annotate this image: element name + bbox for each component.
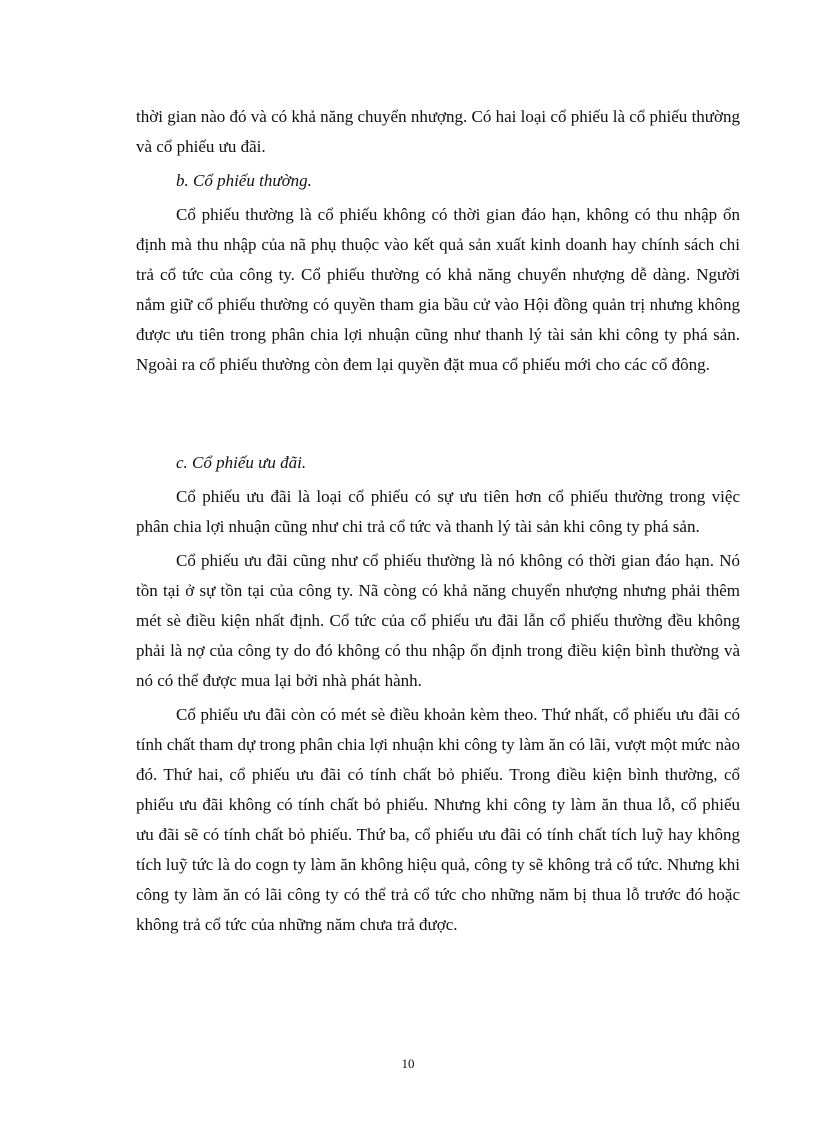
paragraph-continuation: thời gian nào đó và có khả năng chuyển nhượng. Có hai loại cổ phiếu là cổ phiếu thường và cổ phiếu ưu đãi. bbox=[136, 107, 740, 156]
paragraph-preferred-similarity: Cổ phiếu ưu đãi cũng như cổ phiếu thường là nó không có thời gian đáo hạn. Nó tồn tại ở sự tồn tại của công ty. Nã còng có khả năng chuyển nhượng nhưng phải thêm mét sè điều kiện nhất định. Cổ tức của cổ phiếu ưu đãi lẫn cổ phiếu thường đều không phải là nợ của công ty do đó không có thu nhập ổn định trong điều kiện bình thường và nó có thể được mua lại bởi nhà phát hành. bbox=[136, 551, 740, 690]
paragraph-preferred-clauses: Cổ phiếu ưu đãi còn có mét sè điều khoản kèm theo. Thứ nhất, cổ phiếu ưu đãi có tính chất tham dự trong phân chia lợi nhuận khi công ty làm ăn có lãi, vượt một mức nào đó. Thứ hai, cổ phiếu ưu đãi có tính chất bỏ phiếu. Trong điều kiện bình thường, cổ phiếu ưu đãi không có tính chất bỏ phiếu. Nhưng khi công ty làm ăn thua lỗ, cổ phiếu ưu đãi sẽ có tính chất bỏ phiếu. Thứ ba, cổ phiếu ưu đãi có tính chất tích luỹ hay không tích luỹ tức là do cogn ty làm ăn không hiệu quả, công ty sẽ không trả cổ tức. Nhưng khi công ty làm ăn có lãi công ty có thể trả cổ tức cho những năm bị thua lỗ trước đó hoặc không trả cổ tức của những năm chưa trả được. bbox=[136, 705, 740, 934]
page-number: 10 bbox=[401, 1056, 415, 1071]
page-content bbox=[136, 102, 740, 944]
section-spacer bbox=[136, 384, 740, 448]
section-heading-b: b. Cổ phiếu thường. bbox=[176, 171, 312, 190]
paragraph-common-stock: Cổ phiếu thường là cổ phiếu không có thời gian đáo hạn, không có thu nhập ổn định mà thu nhập của nã phụ thuộc vào kết quả sản xuất kinh doanh hay chính sách chi trả cổ tức của công ty. Cổ phiếu thường có khả năng chuyển nhượng dễ dàng. Người nắm giữ cổ phiếu thường có quyền tham gia bầu cử vào Hội đồng quản trị nhưng không được ưu tiên trong phân chia lợi nhuận cũng như thanh lý tài sản khi công ty phá sản. Ngoài ra cổ phiếu thường còn đem lại quyền đặt mua cổ phiếu mới cho các cổ đông. bbox=[136, 205, 740, 374]
section-heading-c: c. Cổ phiếu ưu đãi. bbox=[176, 453, 307, 472]
paragraph-preferred-definition: Cổ phiếu ưu đãi là loại cổ phiếu có sự ưu tiên hơn cổ phiếu thường trong việc phân chia lợi nhuận cũng như chi trả cổ tức và thanh lý tài sản khi công ty phá sản. bbox=[136, 487, 740, 536]
